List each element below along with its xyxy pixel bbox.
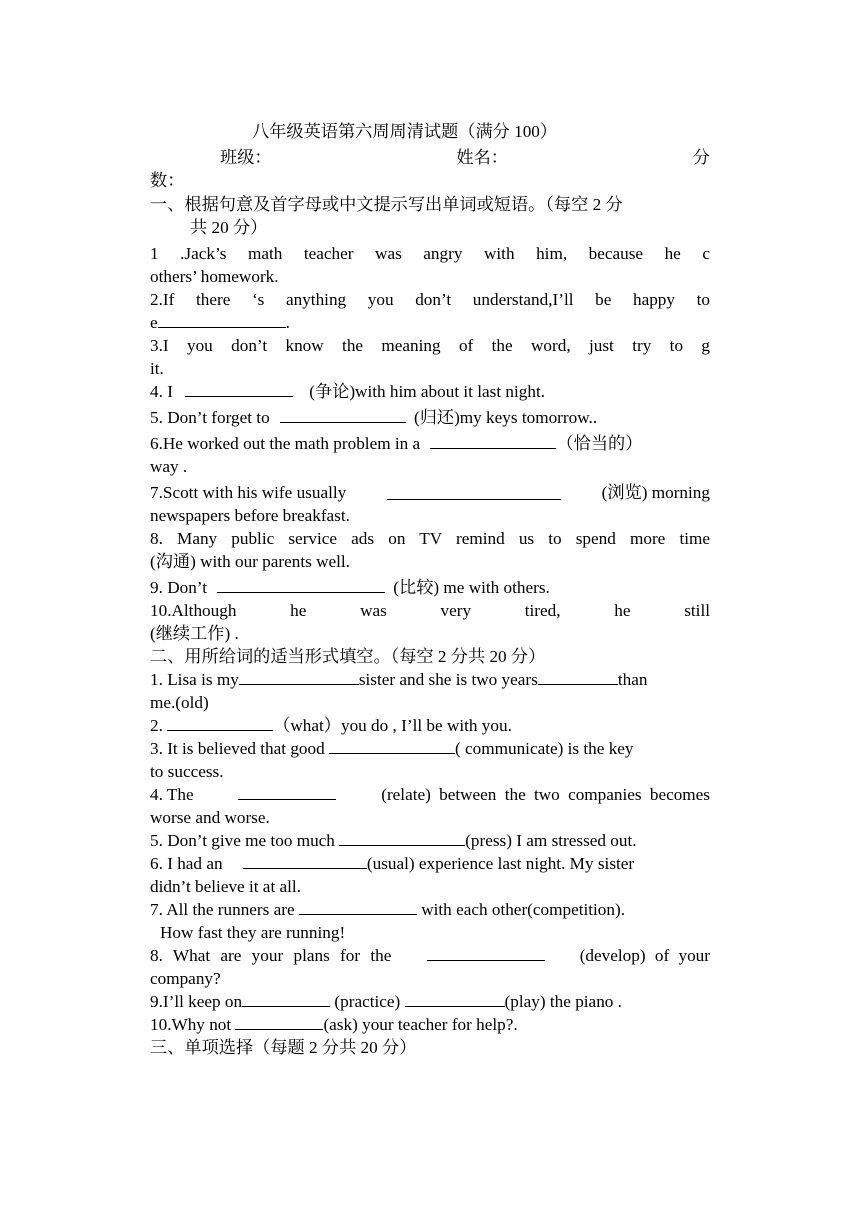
s1-q6-prefix: 6.He worked out the math problem in a [150, 434, 421, 453]
s2-q10-suffix: (ask) your teacher for help?. [323, 1015, 518, 1034]
s2-q4-suffix: (relate) between the two companies becomes [381, 785, 710, 804]
s2-q1-suffix: than [617, 670, 648, 689]
score-label-cont: 数： [150, 171, 185, 190]
section3-heading: 三、单项选择（每题 2 分共 20 分） [150, 1038, 417, 1057]
s2-q8-cont: company? [150, 969, 221, 988]
s1-q5-prefix: 5. Don’t forget to [150, 408, 270, 427]
answer-blank[interactable] [339, 830, 465, 846]
answer-blank[interactable] [185, 381, 293, 397]
answer-blank[interactable] [242, 991, 330, 1007]
s2-q10-prefix: 10.Why not [150, 1015, 232, 1034]
s1-q4 [150, 380, 710, 403]
answer-blank[interactable] [427, 945, 545, 961]
s2-q8 [150, 944, 710, 967]
s2-q1-middle: sister and she is two years [358, 670, 538, 689]
s2-q8-suffix: (develop) of your [579, 946, 710, 965]
section1-heading: 一、根据句意及首字母或中文提示写出单词或短语。（每空 2 分 [150, 195, 623, 214]
student-info-line [150, 146, 710, 169]
s1-q2-cont [150, 311, 710, 334]
s2-q9-prefix: 9.I’ll keep on [150, 992, 243, 1011]
section1-heading-cont: 共 20 分） [190, 218, 268, 237]
s2-q2-prefix: 2. [150, 716, 163, 735]
s1-q2-prefix: e [150, 313, 158, 332]
s2-q6-prefix: 6. I had an [150, 854, 223, 873]
s1-q1-cont: others’ homework. [150, 267, 279, 286]
name-label: 姓名： [456, 148, 508, 167]
s1-q7-cont: newspapers before breakfast. [150, 506, 350, 525]
s1-q2: 2.If there ‘s anything you don’t understand,I’ll be happy to [150, 290, 710, 309]
answer-blank[interactable] [243, 853, 367, 869]
s2-q3 [150, 737, 710, 760]
s1-q4-suffix: (争论)with him about it last night. [309, 382, 546, 401]
s1-q1: 1 .Jack’s math teacher was angry with him, because he c [150, 244, 710, 263]
section2-heading: 二、用所给词的适当形式填空。（每空 2 分共 20 分） [150, 647, 546, 666]
answer-blank[interactable] [387, 484, 561, 500]
class-label: 班级： [220, 148, 272, 167]
s2-q8-prefix: 8. What are your plans for the [150, 946, 392, 965]
s1-q5 [150, 406, 710, 429]
s1-q6-cont: way . [150, 457, 188, 476]
s2-q9-suffix: (play) the piano . [504, 992, 622, 1011]
answer-blank[interactable] [239, 669, 359, 685]
s1-q7 [150, 481, 710, 504]
s2-q3-prefix: 3. It is believed that good [150, 739, 325, 758]
score-label: 分 [692, 148, 710, 167]
s2-q2 [150, 714, 710, 737]
s2-q4 [150, 783, 710, 806]
page-title: 八年级英语第六周周清试题（满分 100） [252, 122, 558, 141]
s2-q4-prefix: 4. The [150, 785, 194, 804]
s1-q8-cont: (沟通) with our parents well. [150, 552, 350, 571]
s1-q9 [150, 576, 710, 599]
s1-q3: 3.I you don’t know the meaning of the word, just try to g [150, 336, 710, 355]
s1-q6-suffix: （恰当的） [556, 434, 643, 453]
s1-q5-suffix: (归还)my keys tomorrow.. [413, 408, 598, 427]
s2-q7-suffix: with each other(competition). [421, 900, 626, 919]
s1-q3-cont: it. [150, 359, 164, 378]
s2-q3-suffix: ( communicate) is the key [455, 739, 634, 758]
s1-q8: 8. Many public service ads on TV remind us to spend more time [150, 529, 710, 548]
s1-q4-prefix: 4. I [150, 382, 173, 401]
s2-q6-cont: didn’t believe it at all. [150, 877, 301, 896]
answer-blank[interactable] [235, 1014, 323, 1030]
s2-q6-suffix: (usual) experience last night. My sister [366, 854, 635, 873]
s2-q2-suffix: （what）you do , I’ll be with you. [273, 716, 512, 735]
s2-q6 [150, 852, 710, 875]
s2-q9 [150, 990, 710, 1013]
s2-q10 [150, 1013, 710, 1036]
s1-q9-prefix: 9. Don’t [150, 578, 207, 597]
s1-q2-suffix: . [285, 313, 290, 332]
answer-blank[interactable] [167, 715, 273, 731]
answer-blank[interactable] [158, 312, 286, 328]
s2-q7 [150, 898, 710, 921]
s1-q6 [150, 432, 710, 455]
answer-blank[interactable] [217, 577, 385, 593]
s2-q1-prefix: 1. Lisa is my [150, 670, 239, 689]
s2-q1 [150, 668, 710, 691]
s1-q7-prefix: 7.Scott with his wife usually [150, 483, 347, 502]
s2-q9-middle: (practice) [334, 992, 401, 1011]
s1-q7-suffix: (浏览) morning [601, 483, 710, 502]
s2-q3-cont: to success. [150, 762, 224, 781]
answer-blank[interactable] [299, 899, 417, 915]
answer-blank[interactable] [405, 991, 505, 1007]
answer-blank[interactable] [280, 407, 406, 423]
s1-q10-cont: (继续工作) . [150, 624, 239, 643]
s2-q7-prefix: 7. All the runners are [150, 900, 295, 919]
s2-q5-suffix: (press) I am stressed out. [465, 831, 637, 850]
answer-blank[interactable] [430, 433, 556, 449]
s1-q9-suffix: (比较) me with others. [393, 578, 550, 597]
s2-q4-cont: worse and worse. [150, 808, 270, 827]
s2-q7-cont: How fast they are running! [160, 923, 346, 942]
answer-blank[interactable] [538, 669, 618, 685]
s2-q1-cont: me.(old) [150, 693, 209, 712]
s1-q10: 10.Although he was very tired, he still [150, 601, 710, 620]
answer-blank[interactable] [238, 784, 336, 800]
s2-q5 [150, 829, 710, 852]
answer-blank[interactable] [329, 738, 455, 754]
s2-q5-prefix: 5. Don’t give me too much [150, 831, 335, 850]
worksheet-page [150, 120, 710, 1059]
